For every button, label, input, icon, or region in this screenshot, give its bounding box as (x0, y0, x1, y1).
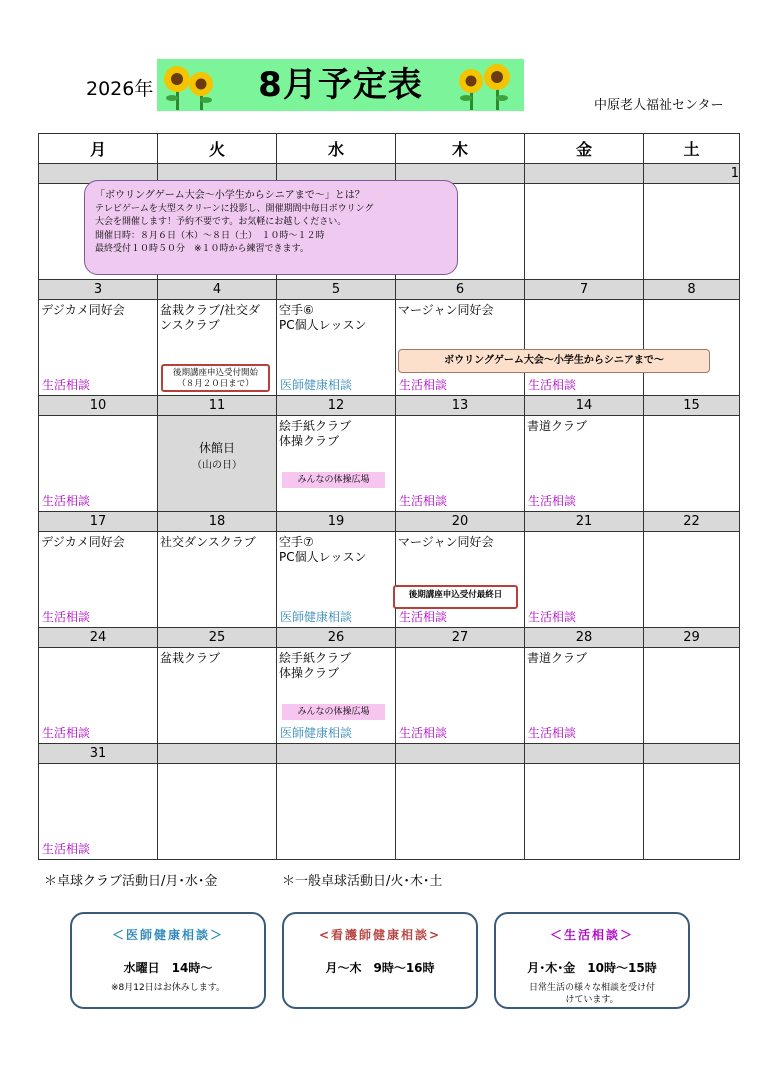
day-cell (158, 300, 277, 396)
date-number-row (39, 396, 740, 416)
day-cell (396, 300, 525, 396)
life-consultation-label: 生活相談 (399, 610, 448, 624)
event-item: 書道クラブ (527, 419, 588, 433)
life-consultation-label: 生活相談 (42, 610, 91, 624)
course-application-badge (393, 585, 518, 609)
panel-heading: ＜生活相談＞ (549, 928, 634, 942)
date-number: 20 (396, 512, 525, 532)
date-number: 4 (158, 280, 277, 300)
event-item: PC個人レッスン (279, 318, 367, 332)
event-item: 体操クラブ (279, 666, 340, 680)
day-cell-row (39, 300, 740, 396)
day-cell-row (39, 416, 740, 512)
day-cell (158, 416, 277, 512)
bowling-notice-line: 開催日時：８月６日（木）～８日（土） １０時～１２時 (95, 230, 325, 241)
day-cell (525, 300, 644, 396)
date-number (277, 744, 396, 764)
date-number: 12 (277, 396, 396, 416)
date-number-row (39, 628, 740, 648)
event-list (41, 535, 125, 550)
day-cell (525, 648, 644, 744)
exercise-plaza-label: みんなの体操広場 (282, 472, 385, 488)
event-item: 空手⑥ (279, 303, 314, 317)
day-cell (277, 532, 396, 628)
day-cell (158, 764, 277, 860)
date-number: 7 (525, 280, 644, 300)
weekday-header: 月 (39, 134, 158, 164)
weekday-header: 水 (277, 134, 396, 164)
event-list (279, 419, 351, 449)
date-number: 5 (277, 280, 396, 300)
bowling-notice-title: 「ボウリングゲーム大会～小学生からシニアまで～」とは？ (95, 190, 365, 201)
badge-line: 後期講座申込受付最終日 (408, 590, 503, 600)
doctor-consultation-label: 医師健康相談 (280, 726, 353, 740)
event-list (527, 651, 587, 666)
event-item: 体操クラブ (279, 434, 340, 448)
day-cell (277, 648, 396, 744)
exercise-plaza-label: みんなの体操広場 (282, 704, 385, 720)
day-cell (396, 532, 525, 628)
day-cell-row (39, 764, 740, 860)
day-cell (277, 300, 396, 396)
bowling-event-banner: ボウリングゲーム大会～小学生からシニアまで～ (398, 349, 710, 373)
weekday-header: 土 (644, 134, 740, 164)
event-item: 盆栽クラブ (160, 651, 221, 665)
panel-heading: <看護師健康相談> (318, 928, 442, 942)
life-consultation-label: 生活相談 (42, 842, 91, 856)
date-number: 21 (525, 512, 644, 532)
life-consultation-label: 生活相談 (528, 610, 577, 624)
date-number (396, 744, 525, 764)
panel-note (527, 982, 657, 1006)
date-number: 18 (158, 512, 277, 532)
date-number: 13 (396, 396, 525, 416)
event-item: ンスクラブ (160, 318, 220, 332)
date-number (525, 744, 644, 764)
date-number: 3 (39, 280, 158, 300)
weekday-header: 金 (525, 134, 644, 164)
day-cell-row (39, 648, 740, 744)
day-cell (644, 532, 740, 628)
day-cell (158, 648, 277, 744)
date-number: 14 (525, 396, 644, 416)
day-cell (525, 532, 644, 628)
life-consultation-label: 生活相談 (528, 378, 577, 392)
day-cell (277, 416, 396, 512)
date-number: 25 (158, 628, 277, 648)
date-number: 31 (39, 744, 158, 764)
day-cell (644, 300, 740, 396)
date-number: 17 (39, 512, 158, 532)
holiday-title: 休館日 (198, 441, 235, 455)
nurse-consultation-panel (282, 912, 478, 1009)
date-number: 28 (525, 628, 644, 648)
day-cell (644, 764, 740, 860)
life-consultation-panel (494, 912, 690, 1009)
panel-note-text: 日常生活の様々な相談を受け付けています。 (528, 983, 655, 1005)
event-list (527, 419, 587, 434)
event-list (41, 303, 125, 318)
general-table-tennis-note: ＊一般卓球活動日/火･木･土 (282, 874, 443, 889)
panel-heading: ＜医師健康相談＞ (111, 928, 224, 942)
doctor-consultation-panel (70, 912, 266, 1009)
badge-line: （８月２０日まで） (177, 379, 254, 389)
day-cell (644, 416, 740, 512)
date-number: 19 (277, 512, 396, 532)
date-number: 1 (644, 164, 740, 184)
date-number: 26 (277, 628, 396, 648)
doctor-consultation-label: 医師健康相談 (280, 378, 353, 392)
year-label: 2026年 (86, 78, 154, 100)
event-item: マージャン同好会 (398, 303, 494, 317)
bowling-notice-line: 大会を開催します！予約不要です。お気軽にお越しください。 (95, 217, 347, 227)
day-cell (644, 648, 740, 744)
date-number: 11 (158, 396, 277, 416)
event-item: 絵手紙クラブ (279, 419, 352, 433)
panel-hours: 月～木 9時～16時 (325, 961, 435, 975)
panel-note: ※8月12日はお休みします。 (111, 983, 225, 993)
life-consultation-label: 生活相談 (42, 726, 91, 740)
bowling-notice-line: 最終受付１０時５０分 ※１０時から練習できます。 (95, 244, 309, 254)
holiday-subtitle: （山の日） (192, 460, 242, 471)
event-list (279, 535, 367, 565)
life-consultation-label: 生活相談 (399, 726, 448, 740)
date-number: 24 (39, 628, 158, 648)
life-consultation-label: 生活相談 (42, 378, 91, 392)
day-cell (396, 648, 525, 744)
date-number-row (39, 744, 740, 764)
organization-name: 中原老人福祉センター (594, 98, 724, 113)
bowling-notice-box (84, 180, 458, 275)
day-cell (277, 764, 396, 860)
day-cell-row (39, 532, 740, 628)
day-cell (39, 648, 158, 744)
event-item: 空手⑦ (279, 535, 314, 549)
event-list (279, 651, 351, 681)
date-number (525, 164, 644, 184)
panel-hours: 月･木･金 10時～15時 (527, 961, 657, 975)
life-consultation-label: 生活相談 (42, 494, 91, 508)
badge-line: 後期講座申込受付開始 (172, 368, 258, 378)
day-cell (158, 532, 277, 628)
table-tennis-club-note: ＊卓球クラブ活動日/月･水･金 (44, 874, 218, 889)
day-cell (525, 184, 644, 280)
event-item: マージャン同好会 (398, 535, 494, 549)
date-number: 22 (644, 512, 740, 532)
date-number (158, 744, 277, 764)
weekday-header: 火 (158, 134, 277, 164)
day-cell (39, 300, 158, 396)
event-list (279, 303, 367, 333)
day-cell (39, 532, 158, 628)
day-cell (525, 416, 644, 512)
doctor-consultation-label: 医師健康相談 (280, 610, 353, 624)
life-consultation-label: 生活相談 (528, 726, 577, 740)
event-item: デジカメ同好会 (41, 303, 125, 317)
life-consultation-label: 生活相談 (399, 494, 448, 508)
event-item: PC個人レッスン (279, 550, 367, 564)
date-number (644, 744, 740, 764)
event-item: 盆栽クラブ/社交ダ (160, 303, 261, 317)
date-number: 29 (644, 628, 740, 648)
day-cell (39, 764, 158, 860)
day-cell (644, 184, 740, 280)
day-cell (396, 764, 525, 860)
date-number-row (39, 512, 740, 532)
event-item: 絵手紙クラブ (279, 651, 352, 665)
date-number: 8 (644, 280, 740, 300)
event-item: 社交ダンスクラブ (160, 535, 256, 549)
date-number: 10 (39, 396, 158, 416)
bowling-notice-line: テレビゲームを大型スクリーンに投影し、開催期間中毎日ボウリング (95, 203, 374, 214)
event-list (160, 651, 220, 666)
date-number: 27 (396, 628, 525, 648)
date-number: 6 (396, 280, 525, 300)
holiday-label (158, 440, 276, 474)
weekday-header: 木 (396, 134, 525, 164)
day-cell (525, 764, 644, 860)
event-item: デジカメ同好会 (41, 535, 125, 549)
date-number: 15 (644, 396, 740, 416)
event-list (398, 303, 494, 318)
panel-hours: 水曜日 14時～ (123, 961, 213, 975)
event-list (160, 303, 260, 333)
page-title: 8月予定表 (258, 65, 423, 105)
day-cell (396, 416, 525, 512)
event-list (160, 535, 256, 550)
event-item: 書道クラブ (527, 651, 588, 665)
course-application-badge (161, 364, 270, 392)
date-number-row (39, 280, 740, 300)
day-cell (39, 416, 158, 512)
life-consultation-label: 生活相談 (528, 494, 577, 508)
life-consultation-label: 生活相談 (399, 378, 448, 392)
event-list (398, 535, 494, 550)
